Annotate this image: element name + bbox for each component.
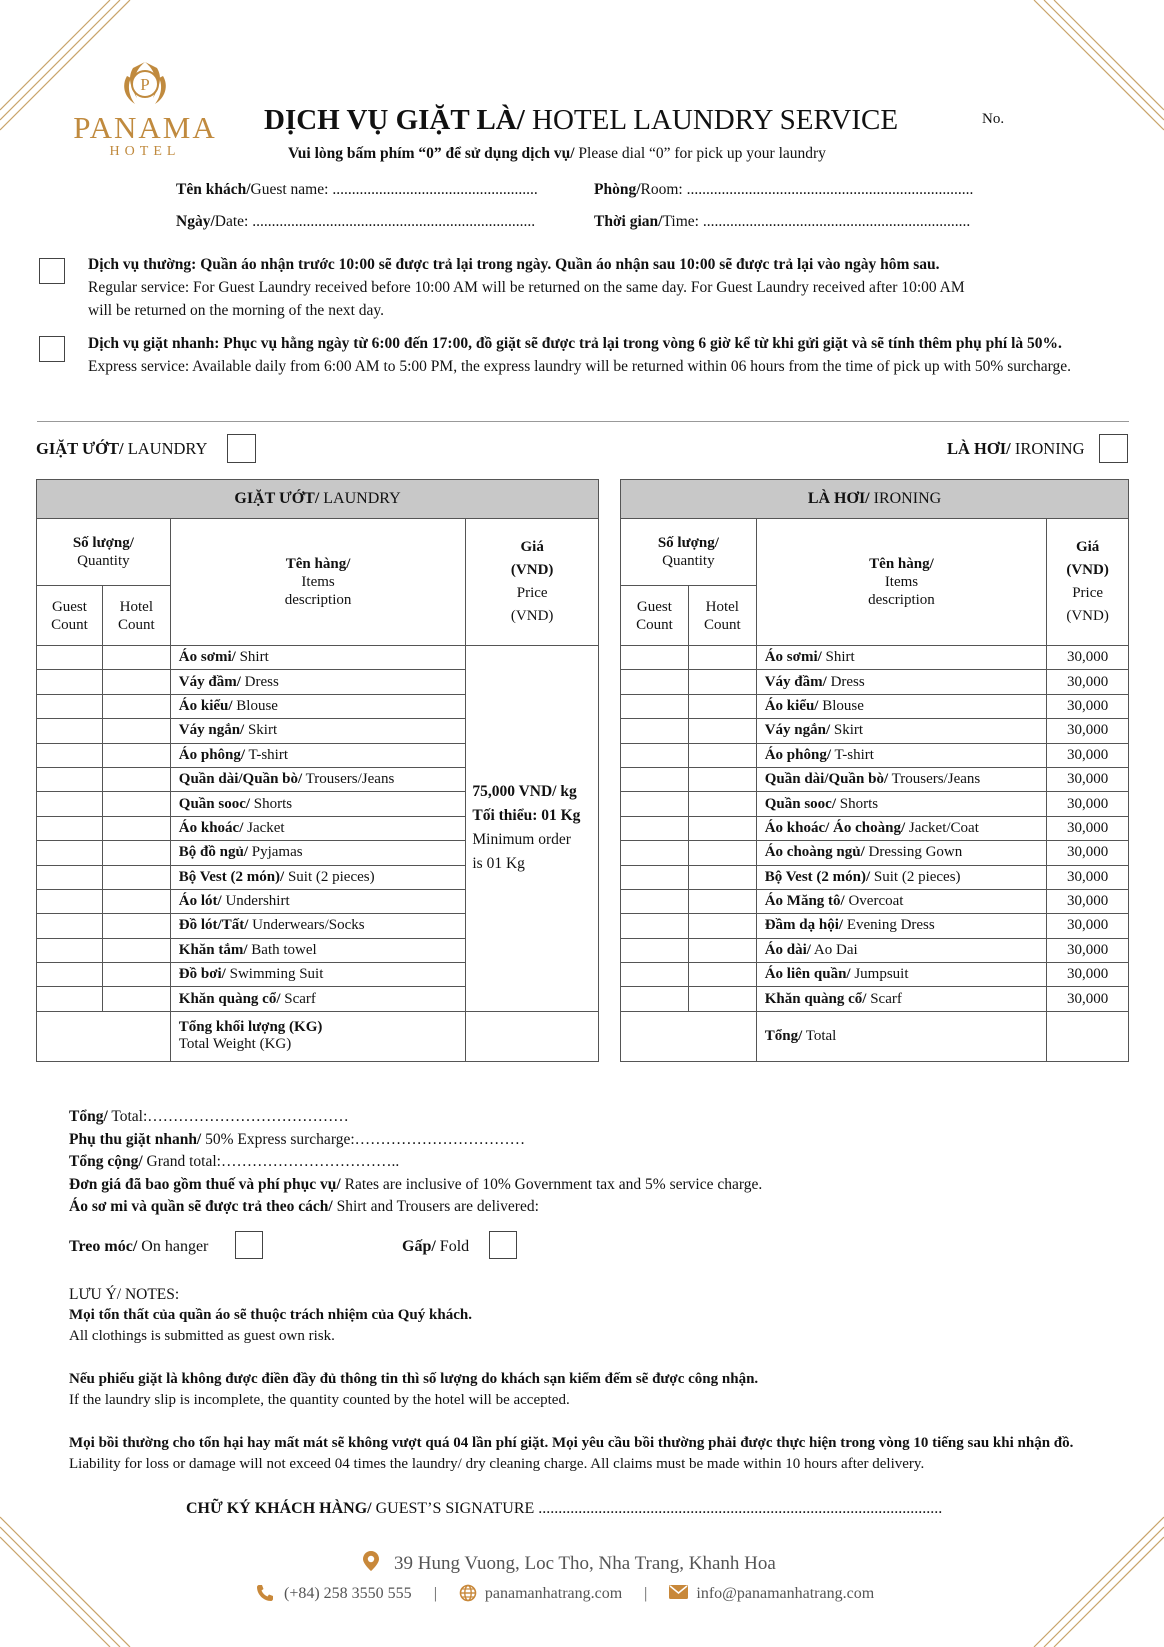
hotel-count-cell[interactable] <box>688 767 756 791</box>
guest-count-cell[interactable] <box>37 670 103 694</box>
item-name-vn: Áo liên quần/ <box>764 966 851 983</box>
item-name-en: Undershirt <box>221 893 290 910</box>
item-name <box>756 816 1047 840</box>
hotel-count-cell[interactable] <box>688 694 756 718</box>
item-name-en: Jacket/Coat <box>905 819 979 836</box>
item-price: 30,000 <box>1047 841 1129 865</box>
hotel-count-cell[interactable] <box>688 670 756 694</box>
website-link: panamanhatrang.com <box>484 1585 623 1602</box>
hotel-count-cell[interactable] <box>688 646 756 670</box>
item-name-en: T-shirt <box>831 746 874 763</box>
laundry-checkbox[interactable] <box>227 434 256 463</box>
item-name-en: Ao Dai <box>810 941 858 958</box>
item-name-en: Suit (2 pieces) <box>284 868 375 885</box>
item-name <box>170 646 466 670</box>
item-price: 30,000 <box>1047 865 1129 889</box>
guest-count-cell[interactable] <box>37 694 103 718</box>
item-name <box>756 670 1047 694</box>
item-name <box>170 670 466 694</box>
item-price: 30,000 <box>1047 816 1129 840</box>
brand-name: PANAMA <box>73 110 217 145</box>
ironing-item-row <box>621 719 1129 743</box>
item-name <box>756 963 1047 987</box>
guest-count-cell[interactable] <box>37 963 103 987</box>
item-name-vn: Váy đầm/ <box>178 673 241 690</box>
laundry-total-count-cell[interactable] <box>37 1011 171 1061</box>
hotel-count-cell[interactable] <box>102 719 170 743</box>
item-name-en: Dress <box>240 673 279 690</box>
item-name <box>170 719 466 743</box>
laundry-items <box>37 646 599 1012</box>
item-name-vn: Áo lót/ <box>178 893 222 910</box>
guest-count-cell[interactable] <box>621 792 689 816</box>
ironing-item-row <box>621 987 1129 1011</box>
item-name <box>170 865 466 889</box>
phone-contact[interactable] <box>256 1585 416 1602</box>
item-name-en: Trousers/Jeans <box>302 771 395 788</box>
item-name-vn: Bộ Vest (2 món)/ <box>178 868 285 885</box>
form-number-label: No. <box>982 111 1005 127</box>
express-surcharge-line[interactable]: Phụ thu giặt nhanh/ 50% Express surcharge:…………………………… <box>69 1130 526 1148</box>
item-name-vn: Quần sooc/ <box>178 795 251 812</box>
guest-count-cell[interactable] <box>621 670 689 694</box>
quantity-header: Số lượng/ Quantity <box>621 519 757 586</box>
laundry-price-line: 75,000 VND/ kg <box>472 783 577 801</box>
hotel-count-cell[interactable] <box>102 767 170 791</box>
website-contact[interactable] <box>459 1585 626 1602</box>
email-contact[interactable] <box>669 1585 874 1602</box>
item-name-vn: Khăn quàng cổ/ <box>178 990 281 1007</box>
regular-service-checkbox[interactable] <box>39 258 65 284</box>
ironing-checkbox[interactable] <box>1099 434 1128 463</box>
item-description-header: Tên hàng/ Items description <box>170 519 466 646</box>
item-name-en: Shirt <box>821 649 855 666</box>
laundry-item-row <box>37 646 599 670</box>
price-header: Giá (VND) Price (VND) <box>1047 519 1129 646</box>
page-title: DỊCH VỤ GIẶT LÀ/ HOTEL LAUNDRY SERVICE <box>264 104 899 136</box>
item-name <box>756 865 1047 889</box>
laundry-price-line: Minimum order <box>472 831 571 849</box>
hotel-count-header: Hotel Count <box>688 586 756 646</box>
item-price: 30,000 <box>1047 694 1129 718</box>
item-name <box>170 938 466 962</box>
hotel-count-cell[interactable] <box>688 987 756 1011</box>
guest-count-cell[interactable] <box>621 694 689 718</box>
ironing-section-label: LÀ HƠI/ IRONING <box>947 439 1085 458</box>
item-name-en: Swimming Suit <box>225 966 324 983</box>
hotel-count-cell[interactable] <box>688 743 756 767</box>
globe-icon <box>459 1584 477 1602</box>
ironing-item-row <box>621 743 1129 767</box>
item-name-en: Bath towel <box>247 941 317 958</box>
item-name-vn: Khăn quàng cổ/ <box>764 990 867 1007</box>
item-name-en: Scarf <box>866 990 902 1007</box>
guest-count-cell[interactable] <box>37 767 103 791</box>
laundry-total-weight-label: Tổng khối lượng (KG) Total Weight (KG) <box>170 1011 466 1061</box>
item-name <box>170 816 466 840</box>
item-price: 30,000 <box>1047 963 1129 987</box>
note-1: Mọi tổn thất của quần áo sẽ thuộc trách nhiệm của Quý khách. All clothings is submitted as guest own risk. <box>69 1307 472 1344</box>
item-price: 30,000 <box>1047 670 1129 694</box>
ironing-item-row <box>621 646 1129 670</box>
item-name-vn: Bộ đồ ngủ/ <box>178 844 248 861</box>
item-name <box>170 792 466 816</box>
guest-count-cell[interactable] <box>621 889 689 913</box>
ironing-item-row <box>621 792 1129 816</box>
hotel-count-cell[interactable] <box>102 865 170 889</box>
hotel-count-cell[interactable] <box>102 889 170 913</box>
hotel-count-cell[interactable] <box>688 865 756 889</box>
total-line[interactable]: Tổng/ Total:………………………………… <box>69 1108 349 1125</box>
hotel-count-cell[interactable] <box>102 694 170 718</box>
hotel-count-cell[interactable] <box>688 963 756 987</box>
item-name-vn: Áo choàng ngủ/ <box>764 844 865 861</box>
ironing-price-table <box>620 479 1129 1062</box>
item-name <box>170 841 466 865</box>
guest-count-cell[interactable] <box>621 914 689 938</box>
item-name-en: Shorts <box>250 795 293 812</box>
item-price: 30,000 <box>1047 938 1129 962</box>
item-name <box>756 719 1047 743</box>
express-service-text: Dịch vụ giặt nhanh: Phục vụ hằng ngày từ 6:00 đến 17:00, đồ giặt sẽ được trả lại trong vòng 6 giờ kể từ khi gửi giặt và sẽ tính thêm phụ phí là 50%. Express service: Available daily from 6:00 AM to 5:00 PM, the express laundry will be returned within 06 hours from the time of pick up with 50% surcharge. <box>88 335 1072 375</box>
logo-emblem-icon <box>117 58 173 110</box>
note-3: Mọi bồi thường cho tổn hại hay mất mát sẽ không vượt quá 04 lần phí giặt. Mọi yêu cầu bồi thường phải được thực hiện trong vòng 10 tiếng sau khi nhận đồ. Liability for loss or damage will not exceed 04 times the laundry/ dry cleaning charge. All claims must be made within 10 hours after delivery. <box>69 1435 1074 1472</box>
phone-icon <box>256 1584 274 1602</box>
hotel-count-cell[interactable] <box>688 914 756 938</box>
express-service-checkbox[interactable] <box>39 336 65 362</box>
item-name <box>756 694 1047 718</box>
item-name-en: Dressing Gown <box>864 844 963 861</box>
corner-lines-top-right <box>1014 0 1164 150</box>
guest-count-cell[interactable] <box>37 987 103 1011</box>
ironing-total-label: Tổng/ Total <box>756 1011 1047 1061</box>
hotel-count-cell[interactable] <box>102 816 170 840</box>
email-link: info@panamanhatrang.com <box>696 1585 875 1602</box>
item-name-vn: Quần dài/Quần bò/ <box>764 771 889 788</box>
footer-contacts <box>256 1584 874 1603</box>
item-name <box>756 792 1047 816</box>
item-name-en: Pyjamas <box>247 844 303 861</box>
ironing-total-price-cell[interactable] <box>1047 1011 1129 1061</box>
laundry-total-price-cell[interactable] <box>466 1011 599 1061</box>
item-name-en: Overcoat <box>844 893 904 910</box>
grand-total-line[interactable]: Tổng cộng/ Grand total:…………………………….. <box>69 1153 400 1170</box>
item-name-en: T-shirt <box>245 746 288 763</box>
hotel-count-cell[interactable] <box>102 646 170 670</box>
guest-count-cell[interactable] <box>621 987 689 1011</box>
item-name <box>170 743 466 767</box>
item-name-vn: Váy ngắn/ <box>178 722 245 739</box>
totals-block <box>69 1106 762 1219</box>
guest-count-cell[interactable] <box>37 938 103 962</box>
guest-count-cell[interactable] <box>621 646 689 670</box>
guest-count-cell[interactable] <box>621 865 689 889</box>
ironing-item-row <box>621 841 1129 865</box>
guest-count-cell[interactable] <box>37 889 103 913</box>
hotel-count-cell[interactable] <box>102 670 170 694</box>
notes-title: LƯU Ý/ NOTES: <box>69 1286 180 1303</box>
email-icon <box>669 1585 688 1599</box>
quantity-header: Số lượng/ Quantity <box>37 519 171 586</box>
item-price: 30,000 <box>1047 719 1129 743</box>
guest-count-cell[interactable] <box>621 841 689 865</box>
hotel-count-header: Hotel Count <box>102 586 170 646</box>
item-name <box>756 646 1047 670</box>
guest-signature-field[interactable]: CHỮ KÝ KHÁCH HÀNG/ GUEST’S SIGNATURE ..................................................................................................... <box>186 1500 943 1517</box>
ironing-item-row <box>621 914 1129 938</box>
item-name <box>170 914 466 938</box>
hotel-count-cell[interactable] <box>688 938 756 962</box>
ironing-item-row <box>621 694 1129 718</box>
item-name-en: Skirt <box>244 722 278 739</box>
item-name <box>170 767 466 791</box>
laundry-section-label: GIẶT ƯỚT/ LAUNDRY <box>36 439 208 458</box>
svg-text:P: P <box>140 75 150 94</box>
item-name-en: Dress <box>826 673 865 690</box>
footer-separator: | <box>433 1585 437 1602</box>
guest-count-cell[interactable] <box>621 767 689 791</box>
item-name-vn: Áo phông/ <box>178 746 246 763</box>
item-name-vn: Áo phông/ <box>764 746 831 763</box>
phone-number: (+84) 258 3550 555 <box>284 1585 412 1602</box>
item-price: 30,000 <box>1047 914 1129 938</box>
item-name-vn: Đầm dạ hội/ <box>764 917 844 934</box>
hotel-count-cell[interactable] <box>102 792 170 816</box>
item-name-vn: Đồ lót/Tất/ <box>178 917 249 934</box>
item-name-vn: Khăn tắm/ <box>178 941 248 958</box>
date-field[interactable]: Ngày/Date: ......................................................................... <box>176 213 536 230</box>
item-name <box>756 767 1047 791</box>
laundry-price-per-kg <box>466 646 599 1012</box>
guest-count-cell[interactable] <box>37 914 103 938</box>
guest-count-cell[interactable] <box>37 719 103 743</box>
item-price: 30,000 <box>1047 743 1129 767</box>
item-name-vn: Quần sooc/ <box>764 795 836 812</box>
item-name <box>756 914 1047 938</box>
item-name-vn: Đồ bơi/ <box>178 966 226 983</box>
hotel-count-cell[interactable] <box>688 719 756 743</box>
item-name <box>756 889 1047 913</box>
guest-count-cell[interactable] <box>621 743 689 767</box>
item-price: 30,000 <box>1047 792 1129 816</box>
item-name-en: Evening Dress <box>843 917 935 934</box>
item-name-en: Underwears/Socks <box>248 917 365 934</box>
item-name-vn: Áo sơmi/ <box>764 649 822 666</box>
location-pin-icon <box>362 1550 380 1572</box>
item-name-en: Jumpsuit <box>850 966 909 983</box>
item-name-vn: Váy ngắn/ <box>764 722 831 739</box>
guest-count-cell[interactable] <box>37 743 103 767</box>
guest-count-cell[interactable] <box>37 816 103 840</box>
item-name-vn: Áo kiểu/ <box>764 697 819 714</box>
item-name-en: Shorts <box>835 795 879 812</box>
item-name-vn: Bộ Vest (2 món)/ <box>764 868 871 885</box>
item-name-vn: Áo khoác/ <box>178 819 244 836</box>
guest-count-cell[interactable] <box>37 792 103 816</box>
laundry-price-table <box>36 479 599 1062</box>
footer-address: 39 Hung Vuong, Loc Tho, Nha Trang, Khanh Hoa <box>362 1550 776 1575</box>
item-name-vn: Áo khoác/ Áo choàng/ <box>764 819 906 836</box>
note-2: Nếu phiếu giặt là không được điền đầy đủ thông tin thì số lượng do khách sạn kiểm đếm sẽ được công nhận. If the laundry slip is incomplete, the quantity counted by the hotel will be accepted. <box>69 1371 759 1408</box>
guest-count-cell[interactable] <box>621 816 689 840</box>
item-name <box>756 938 1047 962</box>
hotel-count-cell[interactable] <box>102 963 170 987</box>
ironing-item-row <box>621 865 1129 889</box>
ironing-item-row <box>621 938 1129 962</box>
regular-service-text: Dịch vụ thường: Quần áo nhận trước 10:00 sẽ được trả lại trong ngày. Quần áo nhận sau 10:00 sẽ được trả lại vào ngày hôm sau. Regular service: For Guest Laundry received before 10:00 AM will be returned on the same day. For Guest Laundry received after 10:00 AM will be returned on the morning of the next day. <box>88 256 965 319</box>
item-name-vn: Áo kiểu/ <box>178 697 233 714</box>
item-name-vn: Áo Măng tô/ <box>764 893 845 910</box>
item-name-en: Jacket <box>243 819 285 836</box>
guest-count-cell[interactable] <box>37 865 103 889</box>
hotel-count-cell[interactable] <box>688 792 756 816</box>
time-field[interactable]: Thời gian/Time: ..................................................................... <box>594 213 971 230</box>
item-name-en: Blouse <box>232 697 278 714</box>
ironing-total-count-cell[interactable] <box>621 1011 757 1061</box>
guest-count-cell[interactable] <box>621 938 689 962</box>
item-name-vn: Áo sơmi/ <box>178 649 236 666</box>
guest-count-cell[interactable] <box>37 646 103 670</box>
hotel-count-cell[interactable] <box>688 841 756 865</box>
hotel-count-cell[interactable] <box>102 841 170 865</box>
corner-lines-bottom-right <box>1014 1497 1164 1647</box>
guest-count-cell[interactable] <box>37 841 103 865</box>
ironing-item-row <box>621 816 1129 840</box>
hotel-count-cell[interactable] <box>102 743 170 767</box>
item-name-en: Suit (2 pieces) <box>870 868 961 885</box>
item-name-vn: Quần dài/Quần bò/ <box>178 771 303 788</box>
item-name <box>170 987 466 1011</box>
item-name <box>170 963 466 987</box>
hotel-count-cell[interactable] <box>102 987 170 1011</box>
ironing-item-row <box>621 889 1129 913</box>
guest-count-cell[interactable] <box>621 963 689 987</box>
brand-subname: HOTEL <box>109 144 181 159</box>
laundry-price-line: is 01 Kg <box>472 855 525 873</box>
item-name-en: Skirt <box>830 722 864 739</box>
tax-note: Đơn giá đã bao gồm thuế và phí phục vụ/ Rates are inclusive of 10% Government tax and 5% service charge. <box>69 1175 763 1193</box>
guest-name-field[interactable]: Tên khách/Guest name: ..................................................... <box>176 181 538 198</box>
hotel-count-cell[interactable] <box>688 889 756 913</box>
laundry-price-line: Tối thiểu: 01 Kg <box>472 807 581 825</box>
item-name <box>170 889 466 913</box>
guest-count-header: Guest Count <box>621 586 689 646</box>
item-price: 30,000 <box>1047 889 1129 913</box>
ironing-item-row <box>621 670 1129 694</box>
item-name <box>170 694 466 718</box>
fold-label: Gấp/ Fold <box>402 1238 470 1255</box>
ironing-item-row <box>621 963 1129 987</box>
item-name-en: Trousers/Jeans <box>888 771 981 788</box>
item-name-en: Scarf <box>280 990 316 1007</box>
ironing-item-row <box>621 767 1129 791</box>
item-price: 30,000 <box>1047 767 1129 791</box>
item-name <box>756 743 1047 767</box>
item-name-en: Shirt <box>235 649 269 666</box>
item-price: 30,000 <box>1047 646 1129 670</box>
fold-checkbox[interactable] <box>489 1231 517 1259</box>
guest-count-header: Guest Count <box>37 586 103 646</box>
footer-separator: | <box>644 1585 648 1602</box>
price-header: Giá (VND) Price (VND) <box>466 519 599 646</box>
corner-lines-bottom-left <box>0 1497 150 1647</box>
hotel-count-cell[interactable] <box>688 816 756 840</box>
item-name-en: Blouse <box>818 697 864 714</box>
item-name <box>756 841 1047 865</box>
guest-count-cell[interactable] <box>621 719 689 743</box>
item-name-vn: Váy đầm/ <box>764 673 827 690</box>
hotel-logo <box>70 58 220 160</box>
ironing-table-title: LÀ HƠI/ IRONING <box>621 480 1129 519</box>
laundry-table-title: GIẶT ƯỚT/ LAUNDRY <box>37 480 599 519</box>
page-subtitle: Vui lòng bấm phím “0” để sử dụng dịch vụ/ Please dial “0” for pick up your laundry <box>288 145 826 162</box>
room-field[interactable]: Phòng/Room: .......................................................................... <box>594 181 974 198</box>
hotel-count-cell[interactable] <box>102 938 170 962</box>
hotel-count-cell[interactable] <box>102 914 170 938</box>
item-description-header: Tên hàng/ Items description <box>756 519 1047 646</box>
item-name-vn: Áo dài/ <box>764 941 811 958</box>
on-hanger-checkbox[interactable] <box>235 1231 263 1259</box>
item-price: 30,000 <box>1047 987 1129 1011</box>
on-hanger-label: Treo móc/ On hanger <box>69 1238 209 1255</box>
item-name <box>756 987 1047 1011</box>
delivery-method-label: Áo sơ mi và quần sẽ được trả theo cách/ Shirt and Trousers are delivered: <box>69 1198 539 1215</box>
ironing-items <box>621 646 1129 1012</box>
section-divider <box>37 421 1129 422</box>
